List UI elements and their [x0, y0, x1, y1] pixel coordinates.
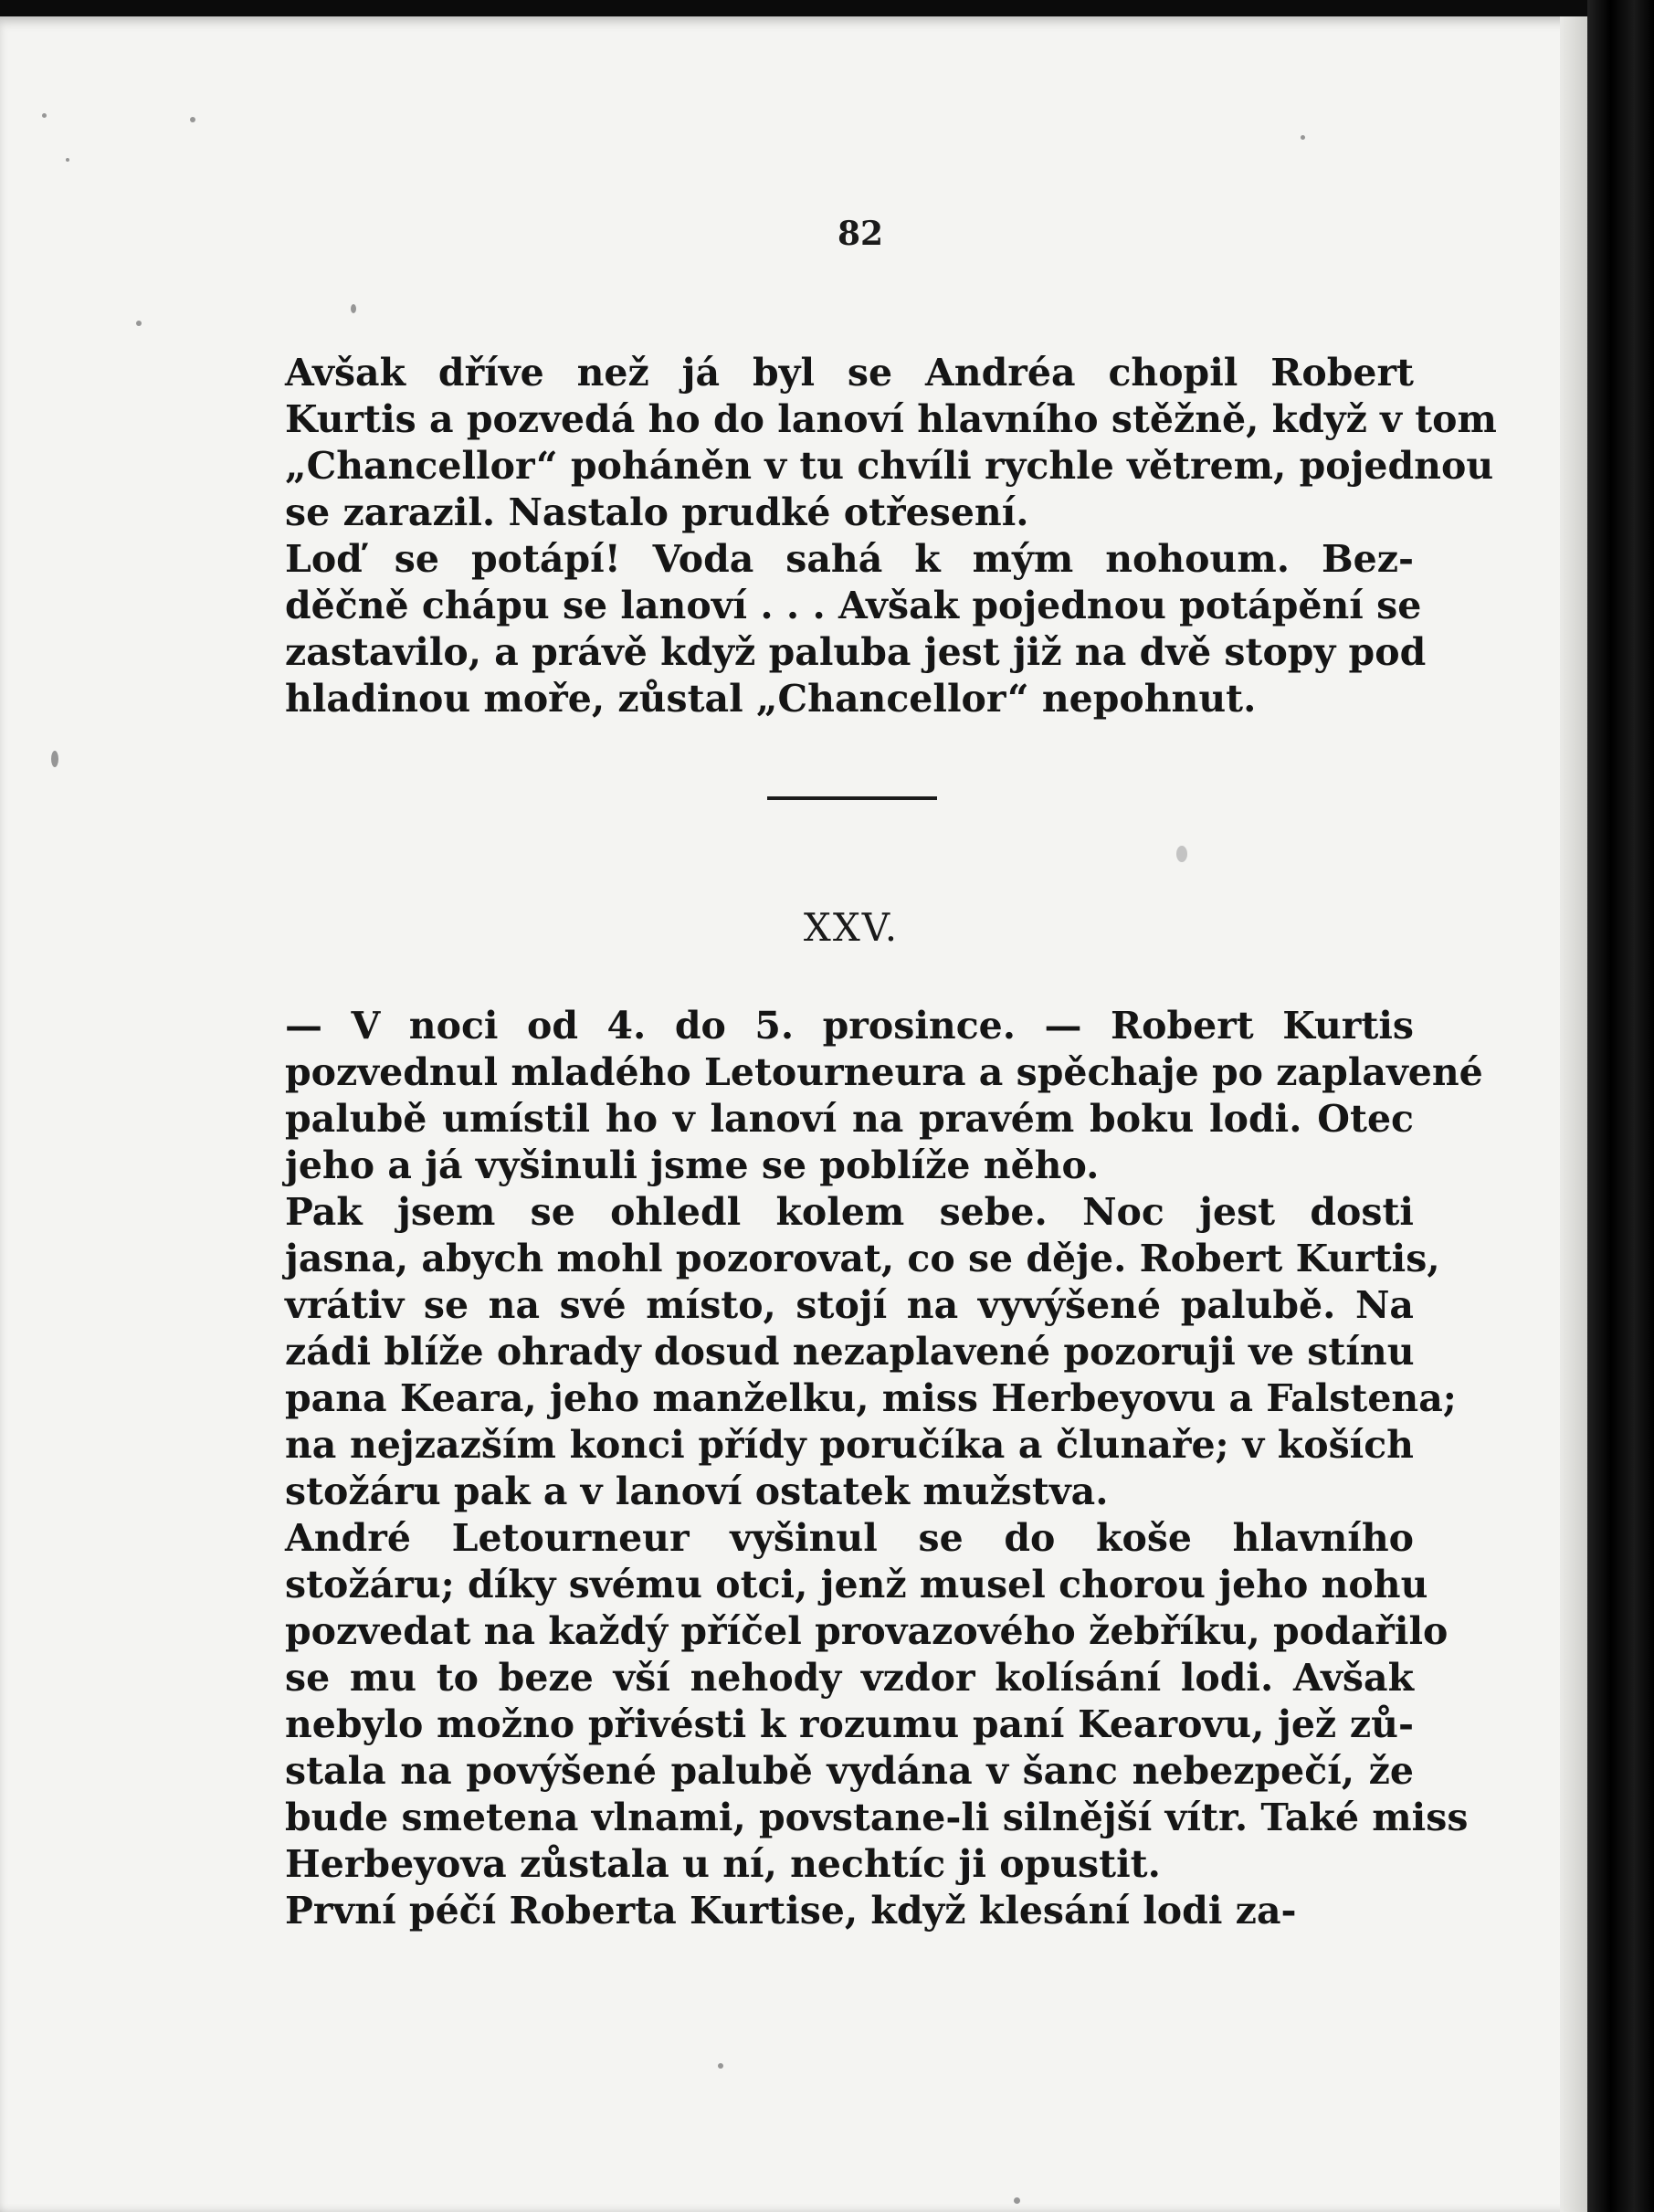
page-speck	[718, 2063, 723, 2069]
page-speck	[51, 751, 58, 767]
page-speck	[351, 304, 356, 313]
text-line: jasna, abych mohl pozorovat, co se děje. Robert Kurtis,	[285, 1237, 1440, 1280]
text-line: pozvednul mladého Letourneura a spěchaje po zaplavené	[285, 1050, 1483, 1094]
text-line: Loď se potápí! Voda sahá k mým nohoum. Bez-	[285, 537, 1414, 581]
page-speck	[1014, 2197, 1020, 2204]
page-speck	[190, 117, 195, 122]
text-line: bude smetena vlnami, povstane-li silnější vítr. Také miss	[285, 1796, 1469, 1839]
chapter-title: XXV.	[803, 905, 900, 950]
text-line: „Chancellor“ poháněn v tu chvíli rychle větrem, pojednou	[285, 444, 1494, 488]
text-line: palubě umístil ho v lanoví na pravém boku lodi. Otec	[285, 1097, 1414, 1141]
body-text-bottom	[285, 1003, 1483, 1934]
text-line: stožáru; díky svému otci, jenž musel chorou jeho nohu	[285, 1563, 1428, 1606]
text-line: Pak jsem se ohledl kolem sebe. Noc jest dosti	[285, 1190, 1414, 1234]
text-line: hladinou moře, zůstal „Chancellor“ nepohnut.	[285, 677, 1257, 721]
text-line: André Letourneur vyšinul se do koše hlavního	[285, 1516, 1414, 1560]
body-text-top	[285, 350, 1497, 722]
page-speck	[42, 113, 47, 118]
scanner-dark-edge	[1587, 0, 1654, 2212]
page-speck	[136, 321, 142, 326]
page-number: 82	[837, 215, 884, 253]
text-line: Kurtis a pozvedá ho do lanoví hlavního stěžně, když v tom	[285, 397, 1497, 441]
section-separator	[767, 796, 937, 800]
text-line: vrátiv se na své místo, stojí na vyvýšené palubě. Na	[285, 1283, 1414, 1327]
text-line: zádi blíže ohrady dosud nezaplavené pozoruji ve stínu	[285, 1330, 1415, 1374]
page-speck	[66, 158, 69, 162]
text-line: stala na povýšené palubě vydána v šanc nebezpečí, že	[285, 1749, 1414, 1793]
page-speck	[1301, 135, 1305, 140]
text-line: stožáru pak a v lanoví ostatek mužstva.	[285, 1469, 1109, 1513]
text-line: zastavilo, a právě když paluba jest již na dvě stopy pod	[285, 630, 1427, 674]
text-line: Avšak dříve než já byl se Andréa chopil Robert	[285, 351, 1414, 395]
book-page	[0, 16, 1587, 2212]
page-gutter	[1560, 16, 1587, 2212]
text-line: děčně chápu se lanoví . . . Avšak pojednou potápění se	[285, 584, 1422, 627]
text-line: — V noci od 4. do 5. prosince. — Robert Kurtis	[285, 1004, 1414, 1048]
text-line: Herbeyova zůstala u ní, nechtíc ji opustit.	[285, 1842, 1161, 1886]
text-line: na nejzazším konci přídy poručíka a člunaře; v koších	[285, 1423, 1414, 1467]
text-line: se mu to beze vší nehody vzdor kolísání lodi. Avšak	[285, 1656, 1414, 1700]
text-line: pana Keara, jeho manželku, miss Herbeyovu a Falstena;	[285, 1376, 1457, 1420]
text-line: pozvedat na každý příčel provazového žebříku, podařilo	[285, 1609, 1449, 1653]
text-line: se zarazil. Nastalo prudké otřesení.	[285, 490, 1029, 534]
text-line: jeho a já vyšinuli jsme se poblíže něho.	[285, 1143, 1100, 1187]
page-speck	[1176, 846, 1187, 862]
text-line: nebylo možno přivésti k rozumu paní Kearovu, jež zů-	[285, 1702, 1414, 1746]
text-line: První péčí Roberta Kurtise, když klesání lodi za-	[285, 1889, 1297, 1933]
